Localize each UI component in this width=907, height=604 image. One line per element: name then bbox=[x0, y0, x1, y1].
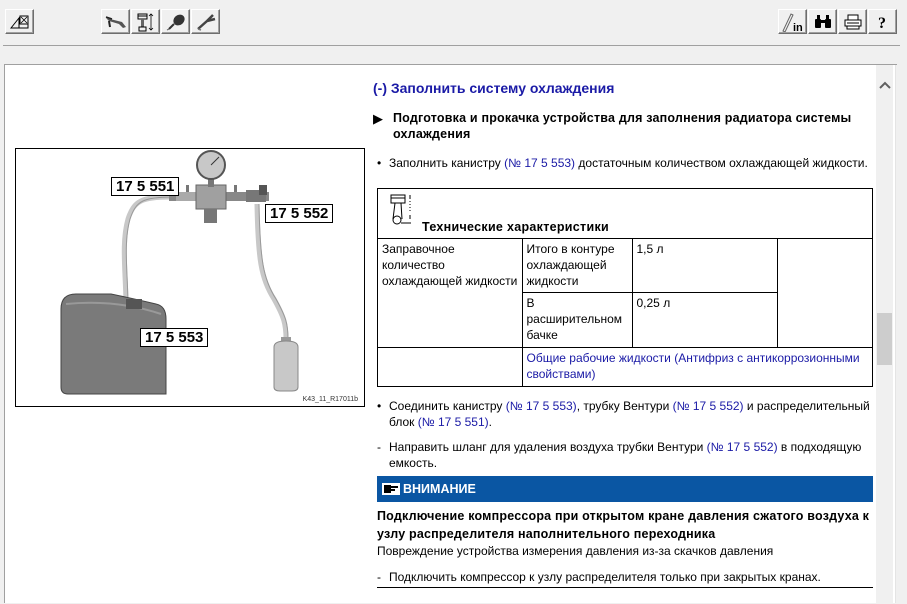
spec-item-value: 0,25 л bbox=[632, 292, 777, 347]
spec-item-value: 1,5 л bbox=[632, 239, 777, 292]
technical-data-table bbox=[377, 188, 873, 387]
help-button[interactable] bbox=[868, 9, 897, 34]
step-text: Направить шланг для удаления воздуха трубки Вентури bbox=[389, 440, 707, 454]
step-text: и распределительный блок bbox=[389, 399, 870, 429]
callout-17-5-552: 17 5 552 bbox=[265, 204, 333, 223]
figure-caption: K43_11_R17011b bbox=[302, 396, 358, 403]
bullet-icon: • bbox=[377, 156, 382, 170]
callout-17-5-553: 17 5 553 bbox=[140, 328, 208, 347]
special-tools-button[interactable] bbox=[101, 9, 130, 34]
spec-item-name: Итого в контуре охлаждающей жидкости bbox=[522, 239, 632, 292]
tool-link-17-5-552[interactable]: (№ 17 5 552) bbox=[706, 440, 778, 454]
document-frame bbox=[4, 64, 897, 603]
spec-item-name: В расширительном бачке bbox=[522, 292, 632, 347]
spec-empty-cell bbox=[777, 239, 872, 347]
technical-data-button[interactable] bbox=[131, 9, 160, 34]
scroll-thumb[interactable] bbox=[877, 313, 892, 365]
subheading-text: Подготовка и прокачка устройства для заполнения радиатора системы охлаждения bbox=[393, 111, 852, 141]
spec-grid bbox=[378, 239, 872, 386]
scroll-up-button[interactable] bbox=[876, 75, 893, 95]
window-restore-button[interactable] bbox=[5, 9, 34, 34]
technical-data-header bbox=[378, 189, 872, 239]
step-text: . bbox=[488, 415, 492, 429]
spec-row-label: Заправочное количество охлаждающей жидкости bbox=[378, 239, 522, 347]
tool-link-17-5-551[interactable]: (№ 17 5 551) bbox=[417, 415, 489, 429]
fluid-link-cell bbox=[522, 347, 872, 386]
step-fill-canister bbox=[375, 155, 875, 171]
search-button[interactable] bbox=[808, 9, 837, 34]
warning-title: Подключение компрессора при открытом кране давления сжатого воздуха к узлу распределителя наполнительного переходника bbox=[377, 509, 870, 541]
help-icon bbox=[875, 13, 891, 31]
warning-label: ВНИМАНИЕ bbox=[403, 482, 476, 496]
table-row bbox=[378, 347, 872, 386]
warning-banner bbox=[377, 476, 873, 502]
step-connect bbox=[375, 398, 875, 430]
procedure-subheading bbox=[373, 110, 873, 142]
step-text: , трубку Вентури bbox=[576, 399, 673, 413]
special-tool-icon bbox=[104, 13, 128, 31]
table-row bbox=[378, 239, 872, 292]
pointing-hand-icon bbox=[382, 483, 400, 495]
technical-data-icon bbox=[135, 12, 157, 32]
window-edge bbox=[895, 65, 907, 603]
window-restore-icon bbox=[9, 13, 31, 31]
warning-action bbox=[375, 569, 875, 585]
chevron-up-icon bbox=[879, 81, 891, 89]
section-heading: (-) Заполнить систему охлаждения bbox=[373, 80, 615, 96]
printer-icon bbox=[843, 14, 863, 30]
binoculars-icon bbox=[813, 14, 833, 30]
technical-data-icon bbox=[389, 193, 415, 227]
technical-data-title: Технические характеристики bbox=[422, 220, 609, 234]
operating-fluids-link[interactable]: Общие рабочие жидкости (Антифриз с антикоррозионными свойствами) bbox=[526, 350, 860, 381]
tools-button[interactable] bbox=[191, 9, 220, 34]
tool-link-17-5-552[interactable]: (№ 17 5 552) bbox=[672, 399, 744, 413]
step-route-hose bbox=[375, 439, 875, 471]
print-button[interactable] bbox=[838, 9, 867, 34]
spec-empty-cell bbox=[378, 347, 522, 386]
triangle-marker-icon: ▶ bbox=[373, 111, 383, 126]
warning-end-rule bbox=[377, 587, 873, 588]
step-text: в подходящую емкость. bbox=[389, 440, 862, 470]
dash-bullet-icon: - bbox=[377, 570, 381, 584]
toolbar bbox=[0, 0, 907, 46]
notes-button[interactable] bbox=[778, 9, 807, 34]
pencil-in-icon bbox=[781, 12, 805, 32]
dash-bullet-icon: - bbox=[377, 440, 381, 454]
svg-text:in: in bbox=[792, 21, 803, 32]
step-text: Заполнить канистру bbox=[389, 156, 505, 170]
tool-clamp-icon bbox=[195, 12, 217, 32]
operating-fluid-icon bbox=[165, 12, 187, 32]
step-text: достаточным количеством охлаждающей жидкости. bbox=[575, 156, 868, 170]
warning-consequence: Повреждение устройства измерения давления из-за скачков давления bbox=[377, 544, 774, 558]
bullet-icon: • bbox=[377, 399, 382, 413]
tool-link-17-5-553[interactable]: (№ 17 5 553) bbox=[505, 399, 577, 413]
toolbar-separator bbox=[3, 45, 900, 46]
svg-text:?: ? bbox=[877, 14, 886, 31]
step-text: Соединить канистру bbox=[389, 399, 506, 413]
vertical-scrollbar[interactable] bbox=[876, 65, 893, 603]
callout-17-5-551: 17 5 551 bbox=[111, 177, 179, 196]
filling-device-illustration bbox=[16, 149, 364, 406]
tool-link-17-5-553[interactable]: (№ 17 5 553) bbox=[504, 156, 576, 170]
operating-fluids-button[interactable] bbox=[161, 9, 190, 34]
illustration bbox=[15, 148, 365, 407]
document-content bbox=[5, 65, 876, 604]
warning-action-text: Подключить компрессор к узлу распределителя только при закрытых кранах. bbox=[389, 570, 821, 584]
